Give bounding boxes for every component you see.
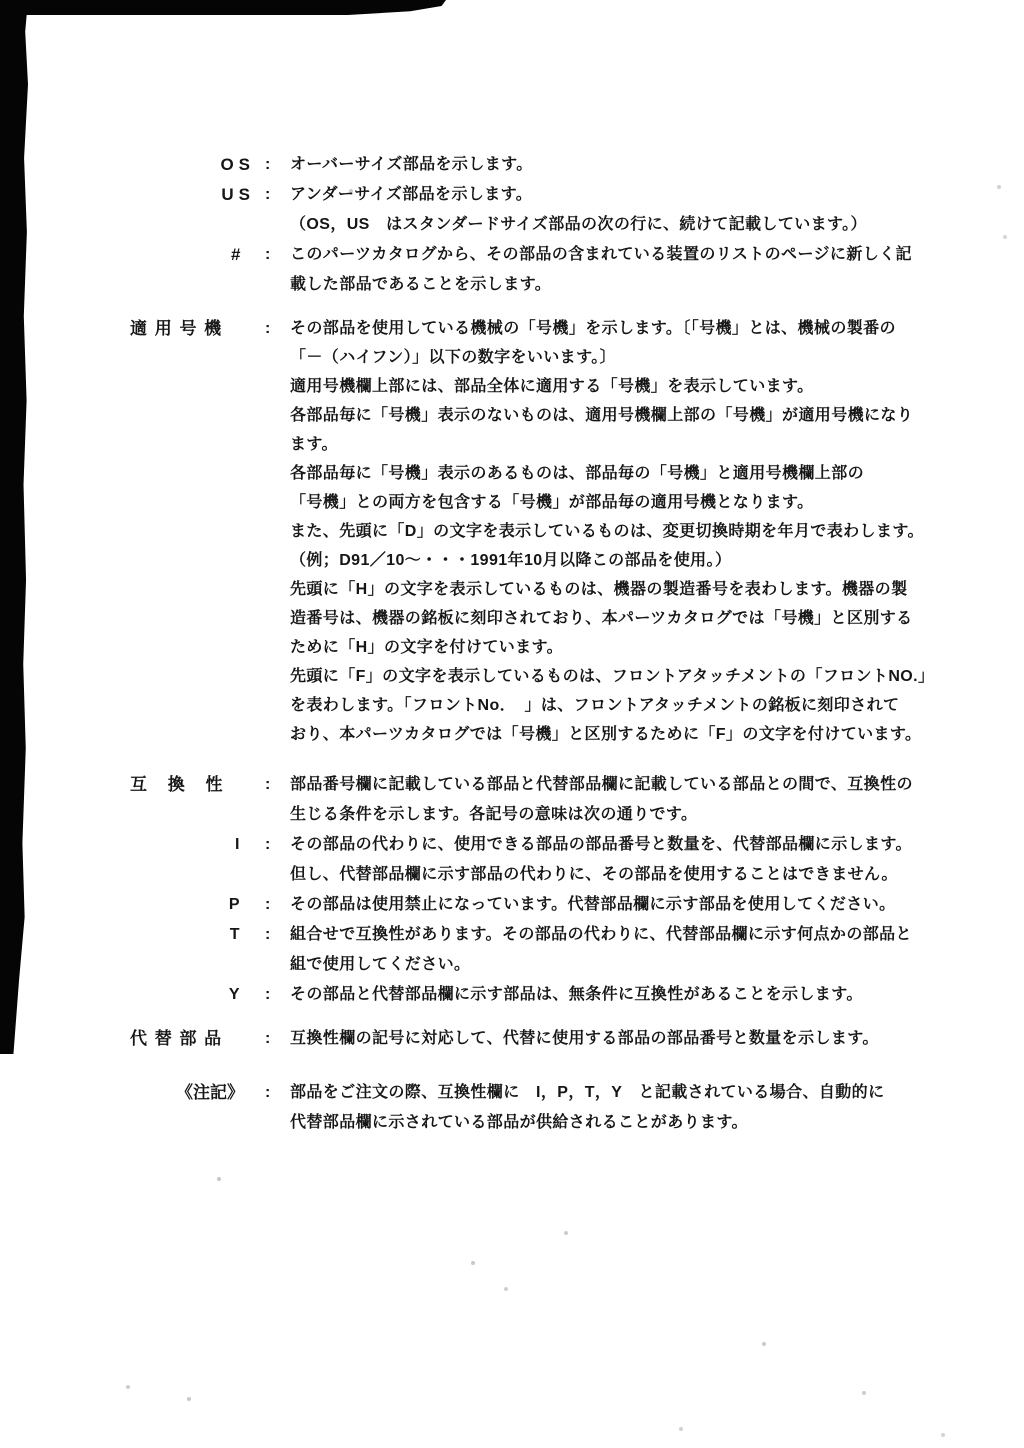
entry-definition (290, 314, 934, 749)
entry-colon: : (265, 986, 271, 1003)
definition-line: その部品の代わりに、使用できる部品の部品番号と数量を、代替部品欄に示します。 (290, 836, 912, 853)
legend-entry (130, 980, 940, 1010)
legend-entry (130, 1078, 940, 1138)
definition-line: このパーツカタログから、その部品の含まれている装置のリストのページに新しく記 (290, 246, 912, 263)
entry-term: US (221, 185, 255, 204)
definition-line: また、先頭に「D」の文字を表示しているものは、変更切換時期を年月で表わします。 (290, 523, 924, 540)
scan-speck-noise (0, 0, 2, 2)
legend-entry (130, 830, 940, 890)
definition-line: ます。 (290, 436, 338, 453)
definition-line: 各部品毎に「号機」表示のあるものは、部品毎の「号機」と適用号機欄上部の (290, 465, 865, 482)
definition-line: 互換性欄の記号に対応して、代替に使用する部品の部品番号と数量を示します。 (290, 1030, 879, 1047)
definition-line: 部品をご注文の際、互換性欄に I，P，T，Y と記載されている場合、自動的に (290, 1084, 885, 1101)
definition-line: 組合せで互換性があります。その部品の代わりに、代替部品欄に示す何点かの部品と (290, 926, 912, 943)
entry-term: 《注記》 (176, 1083, 244, 1102)
definition-line: 先頭に「H」の文字を表示しているものは、機器の製造番号を表わします。機器の製 (290, 581, 908, 598)
definition-line: 生じる条件を示します。各記号の意味は次の通りです。 (290, 806, 698, 823)
legend-entry (130, 240, 940, 300)
entry-colon: : (265, 926, 271, 943)
entry-definition (290, 890, 896, 920)
definition-line: 「－（ハイフン）」以下の数字をいいます。〕 (290, 349, 617, 366)
entry-definition (290, 980, 863, 1010)
entry-colon: : (265, 1030, 271, 1047)
definition-line: その部品と代替部品欄に示す部品は、無条件に互換性があることを示します。 (290, 986, 863, 1003)
definition-line: 造番号は、機器の銘板に刻印されており、本パーツカタログでは「号機」と区別する (290, 610, 913, 627)
legend-entry (130, 150, 940, 180)
entry-colon: : (265, 836, 271, 853)
definition-line: 但し、代替部品欄に示す部品の代わりに、その部品を使用することはできません。 (290, 866, 898, 883)
definition-line: アンダーサイズ部品を示します。 (290, 186, 533, 203)
entry-term: I (235, 836, 240, 853)
entry-colon: : (265, 1084, 271, 1101)
definition-line: オーバーサイズ部品を示します。 (290, 156, 533, 173)
entry-colon: : (265, 246, 271, 263)
entry-colon: : (265, 186, 271, 203)
legend-entry (130, 890, 940, 920)
entry-colon: : (265, 156, 271, 173)
definition-line: おり、本パーツカタログでは「号機」と区別するために「F」の文字を付けています。 (290, 726, 922, 743)
definition-line: （例；D91／10～・・・1991年10月以降この部品を使用。） (290, 552, 732, 569)
legend-entry (130, 1024, 940, 1054)
entry-term: 代 替 部 品 (130, 1029, 223, 1048)
entry-definition (290, 770, 913, 830)
legend-entry (130, 920, 940, 980)
legend-entry (130, 314, 940, 749)
definition-line: （OS，US はスタンダードサイズ部品の次の行に、続けて記載しています。） (290, 216, 867, 233)
entry-colon: : (265, 776, 271, 793)
scan-artifact-left-bar (0, 0, 28, 1054)
entry-term: P (228, 896, 240, 913)
entry-definition (290, 830, 912, 890)
definition-line: を表わします。「フロントNo． 」は、フロントアタッチメントの銘板に刻印されて (290, 697, 900, 714)
definition-line: その部品は使用禁止になっています。代替部品欄に示す部品を使用してください。 (290, 896, 896, 913)
definition-line: 「号機」との両方を包含する「号機」が部品毎の適用号機となります。 (290, 494, 814, 511)
definition-line: その部品を使用している機械の「号機」を示します。〔「号機」とは、機械の製番の (290, 320, 896, 337)
entry-colon: : (265, 896, 271, 913)
legend-entries (130, 150, 940, 1138)
entry-definition (290, 180, 532, 210)
entry-term: OS (220, 155, 255, 174)
definition-line: 適用号機欄上部には、部品全体に適用する「号機」を表示しています。 (290, 378, 814, 395)
legend-entry (130, 770, 940, 830)
entry-definition (290, 1024, 879, 1054)
definition-line: 代替部品欄に示されている部品が供給されることがあります。 (290, 1114, 748, 1131)
legend-entry (130, 180, 940, 210)
definition-line: 各部品毎に「号機」表示のないものは、適用号機欄上部の「号機」が適用号機になり (290, 407, 914, 424)
entry-definition (290, 240, 912, 300)
entry-definition (290, 920, 912, 980)
definition-line: 部品番号欄に記載している部品と代替部品欄に記載している部品との間で、互換性の (290, 776, 913, 793)
entry-colon: : (265, 320, 271, 337)
entry-term: Y (228, 986, 240, 1003)
entry-term: 互 換 性 (130, 775, 231, 794)
entry-definition (290, 210, 867, 240)
definition-line: ために「H」の文字を付けています。 (290, 639, 564, 656)
entry-term: # (231, 245, 241, 264)
scan-artifact-top-bar (0, 0, 446, 15)
definition-line: 先頭に「F」の文字を表示しているものは、フロントアタッチメントの「フロントNO.」 (290, 668, 935, 685)
entry-definition (290, 1078, 884, 1138)
definition-line: 組で使用してください。 (290, 956, 471, 973)
definition-line: 載した部品であることを示します。 (290, 276, 552, 293)
entry-definition (290, 150, 533, 180)
legend-entry (130, 210, 940, 240)
entry-term: 適 用 号 機 (130, 319, 223, 338)
entry-term: T (229, 926, 240, 943)
